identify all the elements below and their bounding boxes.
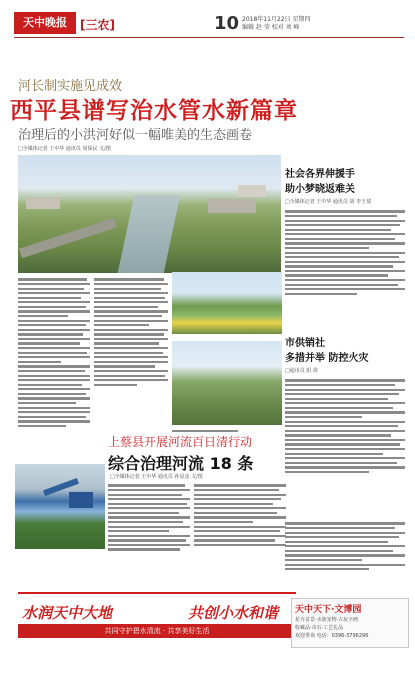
photo-caption <box>172 428 282 432</box>
lead-kicker: 河长制实施见成效 <box>18 79 123 94</box>
issue-date: 2018年11月22日 星期四 <box>242 16 311 23</box>
building-shape <box>238 185 266 197</box>
masthead-logo: 天中晚报 <box>14 12 76 34</box>
river-shape <box>118 195 181 273</box>
ad-bar-text: 共同守护碧水清流 · 共享美好生活 <box>18 624 296 638</box>
side-story-1 <box>285 165 405 326</box>
lead-body-col-2 <box>94 276 168 426</box>
story2-title: 综合治理河流 18 条 <box>108 454 254 473</box>
side2-byline: □通讯员 阳 倩 <box>285 368 318 374</box>
lead-body-col-1 <box>18 276 90 461</box>
issue-info <box>242 16 310 32</box>
side2-body <box>285 377 405 527</box>
side1-title-1: 社会各界伸援手 <box>285 169 355 180</box>
shop-title: 天中天下·文博园 <box>295 605 362 615</box>
building-shape <box>208 199 256 213</box>
story2-kicker: 上蔡县开展河流百日清行动 <box>108 435 253 449</box>
side-story-2 <box>285 334 405 527</box>
shop-line: 欢迎垂询 电话：0396-3796296 <box>295 633 369 639</box>
excavator-body-shape <box>69 492 93 508</box>
building-shape <box>26 197 60 209</box>
side1-byline: □全媒体记者 王中华 通讯员 胡 李玉倩 <box>285 199 372 205</box>
riverbank-flowers-photo <box>172 272 282 334</box>
side1-title-2: 助小梦晓返难关 <box>285 184 355 195</box>
riverside-road-photo <box>172 341 282 425</box>
section-label: [三农] <box>80 18 115 32</box>
issue-editors: 编辑 赵 莹 校对 刘 峰 <box>242 24 300 31</box>
excavator-dredging-photo <box>15 464 105 549</box>
ad-slogan-left: 水润天中大地 <box>22 604 113 622</box>
side3-body <box>285 520 405 590</box>
river-aerial-photo <box>18 155 281 273</box>
road-shape <box>19 218 117 258</box>
lead-headline: 西平县谱写治水管水新篇章 <box>10 98 298 124</box>
side2-subtitle: 多措并举 防控火灾 <box>285 353 369 364</box>
story2-body-col-2 <box>194 482 286 588</box>
shop-line: 收藏品·奇石·工艺礼品 <box>295 625 344 631</box>
story2-body-col-1 <box>108 482 190 588</box>
ad-slogan-right: 共创小水和谐 <box>188 604 279 622</box>
story2-byline: □全媒体记者 王中华 通讯员 孙显彦 文/图 <box>110 474 203 480</box>
side2-title: 市供销社 <box>285 338 325 349</box>
side1-body <box>285 208 405 326</box>
page-number: 10 <box>214 13 240 34</box>
lead-subhead: 治理后的小洪河好似一幅唯美的生态画卷 <box>18 128 253 143</box>
newspaper-header <box>14 12 404 38</box>
public-service-ad <box>18 592 296 638</box>
lead-byline: □全媒体记者 王中华 通讯员 周保民 文/图 <box>18 146 111 152</box>
shop-line: 花卉盆景·水族宠物·古玩字画 <box>295 617 359 623</box>
lead-body-col-1b <box>18 444 104 460</box>
side-story-3 <box>285 520 405 590</box>
shop-ad <box>291 598 409 648</box>
